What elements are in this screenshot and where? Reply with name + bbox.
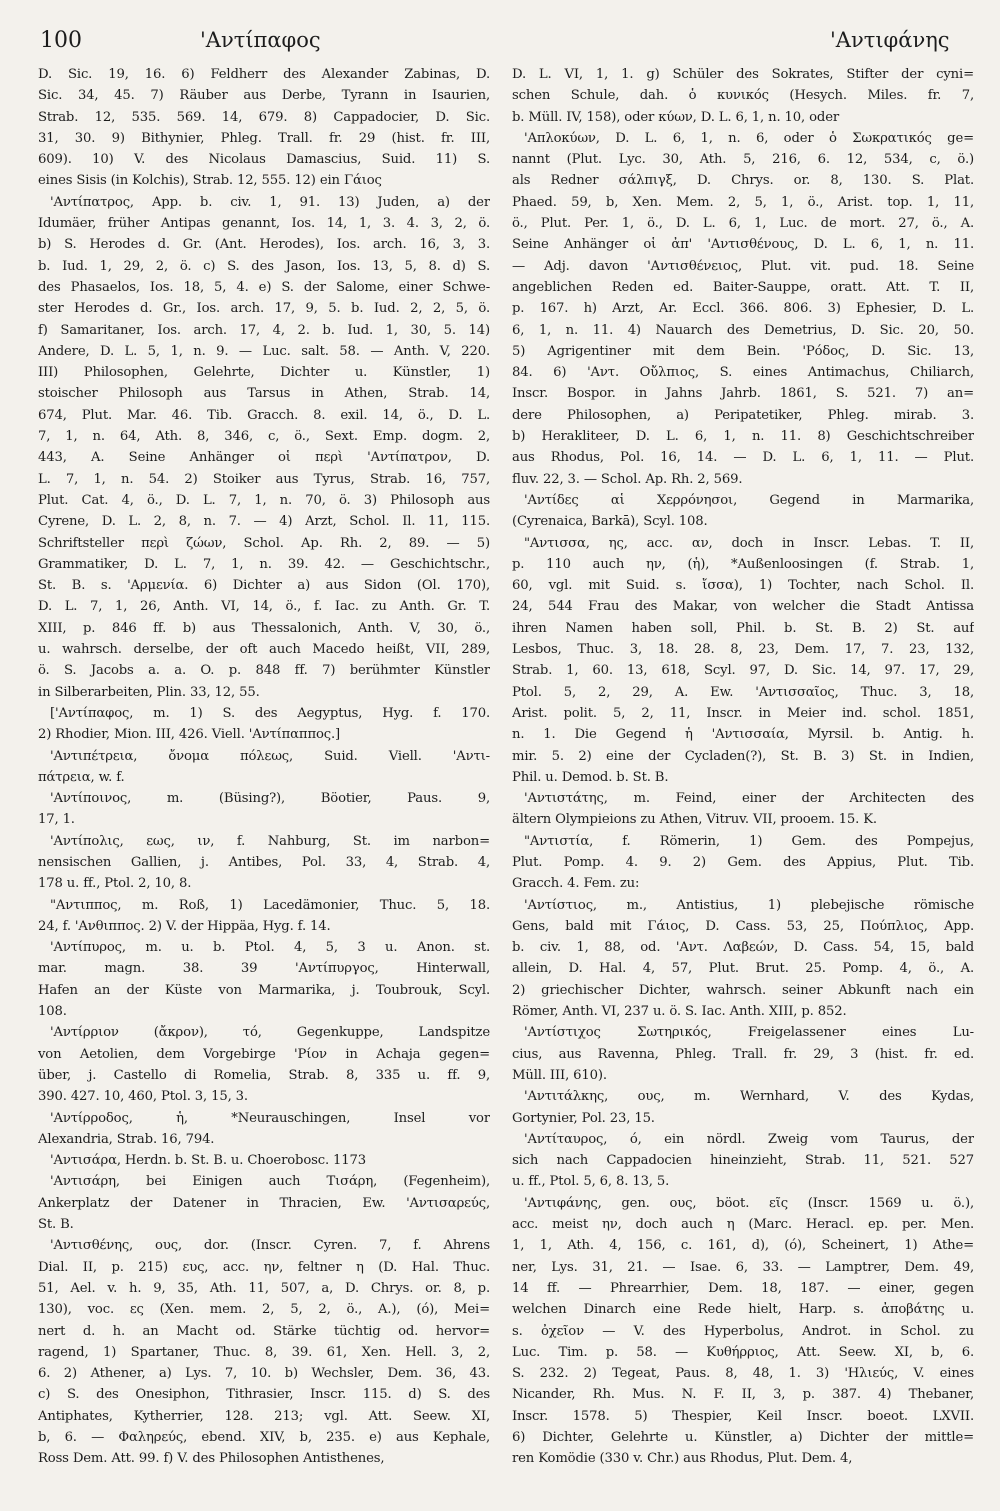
text-line: acc. meist ην, doch auch η (Marc. Heracl. ep. per. Men. [512,1217,974,1233]
text-line: welchen Dinarch eine Rede hielt, Harp. s. ἀποβάτης u. [512,1302,974,1318]
text-line: 24, f. 'Ανθιππος. 2) V. der Hippäa, Hyg. f. 14. [38,918,331,934]
text-line: 130), voc. ες (Xen. mem. 2, 5, 2, ö., A.), (ό), Mei= [38,1302,490,1318]
text-line: 'Αντίρριον (ἄκρον), τό, Gegenkuppe, Landspitze [50,1025,490,1041]
text-line: 674, Plut. Mar. 46. Tib. Gracch. 8. exil. 14, ö., D. L. [38,407,490,423]
text-line: L. 7, 1, n. 54. 2) Stoiker aus Tyrus, Strab. 16, 757, [38,471,490,487]
text-line: 'Αντίστιχος Σωτηρικός, Freigelassener eines Lu- [524,1025,974,1041]
text-line: Alexandria, Strab. 16, 794. [38,1131,215,1147]
text-line: Müll. III, 610). [512,1067,607,1083]
text-line: "Αντισσα, ης, acc. αν, doch in Inscr. Lebas. T. II, [524,535,974,551]
running-head-last-entry: 'Αντιφάνης [830,28,950,52]
text-line: 51, Ael. v. h. 9, 35, Ath. 11, 507, a, D. Chrys. or. 8, p. [38,1280,490,1296]
right-column [512,64,974,1470]
text-line: Plut. Pomp. 4. 9. 2) Gem. des Appius, Plut. Tib. [512,854,974,870]
text-line: b. civ. 1, 88, od. 'Αντ. Λαβεών, D. Cass. 54, 15, bald [512,940,974,956]
text-line: ragend, 1) Spartaner, Thuc. 8, 39. 61, Xen. Hell. 3, 2, [38,1344,490,1360]
text-line: aus Rhodus, Pol. 16, 14. — D. L. 6, 1, 11. — Plut. [512,450,974,466]
text-line: 'Αντιπέτρεια, ὄνομα πόλεως, Suid. Viell. 'Αντι- [50,748,490,764]
text-line: b) S. Herodes d. Gr. (Ant. Herodes), Ios. arch. 16, 3, 3. [38,237,490,253]
text-line: angeblichen Reden ed. Baiter-Sauppe, oratt. Att. T. II, [512,279,974,295]
text-line: 'Αντίποινος, m. (Büsing?), Böotier, Paus. 9, [50,791,490,807]
text-line: 'Αντισθένης, ους, dor. (Inscr. Cyren. 7, f. Ahrens [50,1238,490,1254]
text-line: 24, 544 Frau des Makar, von welcher die Stadt Antissa [512,599,974,615]
text-line: p. 110 auch ην, (ἡ), *Außenloosingen (f. Strab. 1, [512,556,974,572]
text-line: Schriftsteller περὶ ζώων, Schol. Ap. Rh. 2, 89. — 5) [38,535,490,551]
text-line: ältern Olympieions zu Athen, Vitruv. VII, prooem. 15. K. [512,812,877,828]
text-line: fluv. 22, 3. — Schol. Ap. Rh. 2, 569. [512,471,743,487]
text-line: nannt (Plut. Lyc. 30, Ath. 5, 216, 6. 12, 534, c, ö.) [512,152,974,168]
text-line: Antiphates, Kytherrier, 128. 213; vgl. Att. Seew. XI, [38,1408,490,1424]
text-line: 31, 30. 9) Bithynier, Phleg. Trall. fr. 29 (hist. fr. III, [38,130,490,146]
text-line: ren Komödie (330 v. Chr.) aus Rhodus, Plut. Dem. 4, [512,1451,853,1467]
text-line: mar. magn. 38. 39 'Αντίπυργος, Hinterwall, [38,961,490,977]
text-line: eines Sisis (in Kolchis), Strab. 12, 555. 12) ein Γάιος [38,173,382,189]
text-line: 'Αντίπυρος, m. u. b. Ptol. 4, 5, 3 u. Anon. st. [50,940,490,956]
text-line: allein, D. Hal. 4, 57, Plut. Brut. 25. Pomp. 4, ö., A. [512,961,974,977]
text-line: stoischer Philosoph aus Tarsus in Athen, Strab. 14, [38,386,490,402]
text-line: c) S. des Onesiphon, Tithrasier, Inscr. 115. d) S. des [38,1387,490,1403]
text-line: s. ὀχεῖον — V. des Hyperbolus, Androt. in Schol. zu [512,1323,974,1339]
text-line: 6, 1, n. 11. 4) Nauarch des Demetrius, D. Sic. 20, 50. [512,322,974,338]
text-line: p. 167. h) Arzt, Ar. Eccl. 366. 806. 3) Ephesier, D. L. [512,301,974,317]
text-line: schen Schule, dah. ὁ κυνικός (Hesych. Miles. fr. 7, [512,88,974,104]
text-line: D. L. 7, 1, 26, Anth. VI, 14, ö., f. Iac. zu Anth. Gr. T. [38,599,490,615]
text-line: 6. 2) Athener, a) Lys. 7, 10. b) Wechsler, Dem. 36, 43. [38,1366,490,1382]
text-line: Phaed. 59, b, Xen. Mem. 2, 5, 1, ö., Arist. top. 1, 11, [512,194,974,210]
text-line: 'Αντιτάλκης, ους, m. Wernhard, V. des Kydas, [524,1089,974,1105]
text-line: 17, 1. [38,812,75,828]
text-line: über, j. Castello di Romelia, Strab. 8, 335 u. ff. 9, [38,1067,490,1083]
text-line: 14 ff. — Phrearrhier, Dem. 18, 187. — einer, gegen [512,1280,974,1296]
text-line: b. Iud. 1, 29, 2, ö. c) S. des Jason, Ios. 13, 5, 8. d) S. [38,258,490,274]
text-line: 609). 10) V. des Nicolaus Damascius, Suid. 11) S. [38,152,490,168]
text-line: 'Αντιφάνης, gen. ους, böot. εῖς (Inscr. 1569 u. ö.), [524,1195,974,1211]
text-line: nert d. h. an Macht od. Stärke tüchtig od. hervor= [38,1323,490,1339]
page-number: 100 [40,28,82,53]
text-line: Ross Dem. Att. 99. f) V. des Philosophen Antisthenes, [38,1451,385,1467]
text-line: (Cyrenaica, Barkā), Scyl. 108. [512,514,708,530]
text-line: 'Απλοκύων, D. L. 6, 1, n. 6, oder ὁ Σωκρατικός ge= [524,130,974,146]
text-line: Arist. polit. 5, 2, 11, Inscr. in Meier ind. schol. 1851, [512,705,974,721]
text-line: 'Αντίπατρος, App. b. civ. 1, 91. 13) Juden, a) der [50,194,490,210]
text-line: b. Müll. IV, 158), oder κύων, D. L. 6, 1, n. 10, oder [512,109,840,125]
text-line: 5) Agrigentiner mit dem Bein. 'Ρόδος, D. Sic. 13, [512,343,974,359]
text-line: Andere, D. L. 5, 1, n. 9. — Luc. salt. 58. — Anth. V, 220. [38,343,490,359]
text-line: Gracch. 4. Fem. zu: [512,876,640,892]
text-line: ner, Lys. 31, 21. — Isae. 6, 33. — Lamptrer, Dem. 49, [512,1259,974,1275]
text-line: — Adj. davon 'Αντισθένειος, Plut. vit. pud. 18. Seine [512,258,974,274]
text-line: f) Samaritaner, Ios. arch. 17, 4, 2. b. Iud. 1, 30, 5. 14) [38,322,490,338]
text-line: 'Αντίταυρος, ό, ein nördl. Zweig vom Taurus, der [524,1131,974,1147]
text-line: cius, aus Ravenna, Phleg. Trall. fr. 29, 3 (hist. fr. ed. [512,1046,974,1062]
text-line: Phil. u. Demod. b. St. B. [512,769,669,785]
text-line: Inscr. 1578. 5) Thespier, Keil Inscr. boeot. LXVII. [512,1408,974,1424]
running-head-first-entry: 'Αντίπαφος [200,28,321,52]
text-line: πάτρεια, w. f. [38,769,125,785]
left-column [38,64,490,1470]
text-line: Dial. II, p. 215) ευς, acc. ην, feltner η (D. Hal. Thuc. [38,1259,490,1275]
text-line: Gortynier, Pol. 23, 15. [512,1110,655,1126]
text-line: St. B. [38,1217,74,1233]
text-line: Luc. Tim. p. 58. — Κυθήρριος, Att. Seew. XI, b, 6. [512,1344,974,1360]
text-line: Plut. Cat. 4, ö., D. L. 7, 1, n. 70, ö. 3) Philosoph aus [38,492,490,508]
text-line: Ptol. 5, 2, 29, A. Ew. 'Αντισσαῖος, Thuc. 3, 18, [512,684,974,700]
text-line: mir. 5. 2) eine der Cycladen(?), St. B. 3) St. in Indien, [512,748,974,764]
text-line: Nicander, Rh. Mus. N. F. II, 3, p. 387. 4) Thebaner, [512,1387,974,1403]
text-line: ihren Namen haben soll, Phil. b. St. B. 2) St. auf [512,620,974,636]
text-line: 'Αντίδες αἱ Χερρόνησοι, Gegend in Marmarika, [524,492,974,508]
text-line: 2) griechischer Dichter, wahrsch. seiner Abkunft nach ein [512,982,974,998]
text-line: Idumäer, früher Antipas genannt, Ios. 14, 1, 3. 4. 3, 2, ö. [38,216,490,232]
text-line: des Phasaelos, Ios. 18, 5, 4. e) S. der Salome, einer Schwe- [38,279,490,295]
text-line: von Aetolien, dem Vorgebirge 'Ρίον in Achaja gegen= [38,1046,490,1062]
text-line: ö., Plut. Per. 1, ö., D. L. 6, 1, Luc. de mort. 27, ö., A. [512,216,974,232]
text-line: 443, A. Seine Anhänger οἱ περὶ 'Αντίπατρον, D. [38,450,490,466]
text-line: ster Herodes d. Gr., Ios. arch. 17, 9, 5. b. Iud. 2, 2, 5, ö. [38,301,490,317]
text-line: Strab. 12, 535. 569. 14, 679. 8) Cappadocier, D. Sic. [38,109,490,125]
text-line: als Redner σάλπιγξ, D. Chrys. or. 8, 130. S. Plat. [512,173,974,189]
text-line: D. Sic. 19, 16. 6) Feldherr des Alexander Zabinas, D. [38,67,490,82]
text-line: Strab. 1, 60. 13, 618, Scyl. 97, D. Sic. 14, 97. 17, 29, [512,663,974,679]
text-line: Seine Anhänger οἱ ἀπ' 'Αντισθένους, D. L. 6, 1, n. 11. [512,237,974,253]
text-line: 60, vgl. mit Suid. s. ἴσσα), 1) Tochter, nach Schol. Il. [512,578,974,594]
text-line: b) Herakliteer, D. L. 6, 1, n. 11. 8) Geschichtschreiber [512,429,974,445]
text-line: 'Αντιστάτης, m. Feind, einer der Architecten des [524,791,974,807]
text-line: Gens, bald mit Γάιος, D. Cass. 53, 25, Πούπλιος, App. [512,918,974,934]
text-line: nensischen Gallien, j. Antibes, Pol. 33, 4, Strab. 4, [38,854,490,870]
text-line: "Αντιππος, m. Roß, 1) Lacedämonier, Thuc. 5, 18. [50,897,490,913]
text-line: 7, 1, n. 64, Ath. 8, 346, c, ö., Sext. Emp. dogm. 2, [38,429,490,445]
text-line: n. 1. Die Gegend ἡ 'Αντισσαία, Myrsil. b. Antig. h. [512,727,974,743]
text-line: ['Αντίπαφος, m. 1) S. des Aegyptus, Hyg. f. 170. [50,705,490,721]
text-line: 1, 1, Ath. 4, 156, c. 161, d), (ό), Scheinert, 1) Athe= [512,1238,974,1254]
text-line: 'Αντίστιος, m., Antistius, 1) plebejische römische [524,897,974,913]
text-line: b, 6. — Φαληρεύς, ebend. XIV, b, 235. e) aus Kephale, [38,1430,490,1445]
text-line: sich nach Cappadocien hineinzieht, Strab. 11, 521. 527 [512,1153,974,1169]
text-line: III) Philosophen, Gelehrte, Dichter u. Künstler, 1) [38,365,490,381]
text-line: 108. [38,1004,67,1020]
text-line: u. wahrsch. derselbe, der oft auch Macedo heißt, VII, 289, [38,642,490,658]
text-line: 178 u. ff., Ptol. 2, 10, 8. [38,876,192,892]
text-line: Inscr. Bospor. in Jahns Jahrb. 1861, S. 521. 7) an= [512,386,974,402]
text-line: 'Αντίπολις, εως, ιν, f. Nahburg, St. im narbon= [50,833,490,849]
text-line: 84. 6) 'Αντ. Οὔλπιος, S. eines Antimachus, Chiliarch, [512,365,974,381]
text-line: in Silberarbeiten, Plin. 33, 12, 55. [38,684,260,700]
text-line: Römer, Anth. VI, 237 u. ö. S. Iac. Anth. XIII, p. 852. [512,1004,847,1020]
text-line: 'Αντισάρη, bei Einigen auch Τισάρη, (Fegenheim), [50,1174,490,1190]
text-line: 'Αντισάρα, Herdn. b. St. B. u. Choerobosc. 1173 [50,1153,367,1169]
text-line: XIII, p. 846 ff. b) aus Thessalonich, Anth. V, 30, ö., [38,620,490,636]
text-line: D. L. VI, 1, 1. g) Schüler des Sokrates, Stifter der cyni= [512,67,974,82]
text-line: Cyrene, D. L. 2, 8, n. 7. — 4) Arzt, Schol. Il. 11, 115. [38,514,490,530]
text-line: 2) Rhodier, Mion. III, 426. Viell. 'Αντίπαππος.] [38,727,341,743]
text-line: Sic. 34, 45. 7) Räuber aus Derbe, Tyrann in Isaurien, [38,88,490,104]
text-line: Grammatiker, D. L. 7, 1, n. 39. 42. — Geschichtschr., [38,556,490,572]
text-line: 'Αντίρροδος, ἡ, *Neurauschingen, Insel vor [50,1110,490,1126]
text-line: 390. 427. 10, 460, Ptol. 3, 15, 3. [38,1089,248,1105]
text-line: St. B. s. 'Αρμενία. 6) Dichter a) aus Sidon (Ol. 170), [38,578,490,594]
text-line: S. 232. 2) Tegeat, Paus. 8, 48, 1. 3) 'Ηλιεύς, V. eines [512,1366,974,1382]
text-line: Ankerplatz der Datener in Thracien, Ew. 'Αντισαρεύς, [38,1195,490,1211]
text-line: Lesbos, Thuc. 3, 18. 28. 8, 23, Dem. 17, 7. 23, 132, [512,642,974,658]
text-line: Hafen an der Küste von Marmarika, j. Toubrouk, Scyl. [38,982,490,998]
text-line: "Αντιστία, f. Römerin, 1) Gem. des Pompejus, [524,833,974,849]
text-line: ö. S. Jacobs a. a. O. p. 848 ff. 7) berühmter Künstler [38,663,490,679]
text-line: dere Philosophen, a) Peripatetiker, Phleg. mirab. 3. [512,407,974,423]
text-line: u. ff., Ptol. 5, 6, 8. 13, 5. [512,1174,670,1190]
text-line: 6) Dichter, Gelehrte u. Künstler, a) Dichter der mittle= [512,1430,974,1445]
